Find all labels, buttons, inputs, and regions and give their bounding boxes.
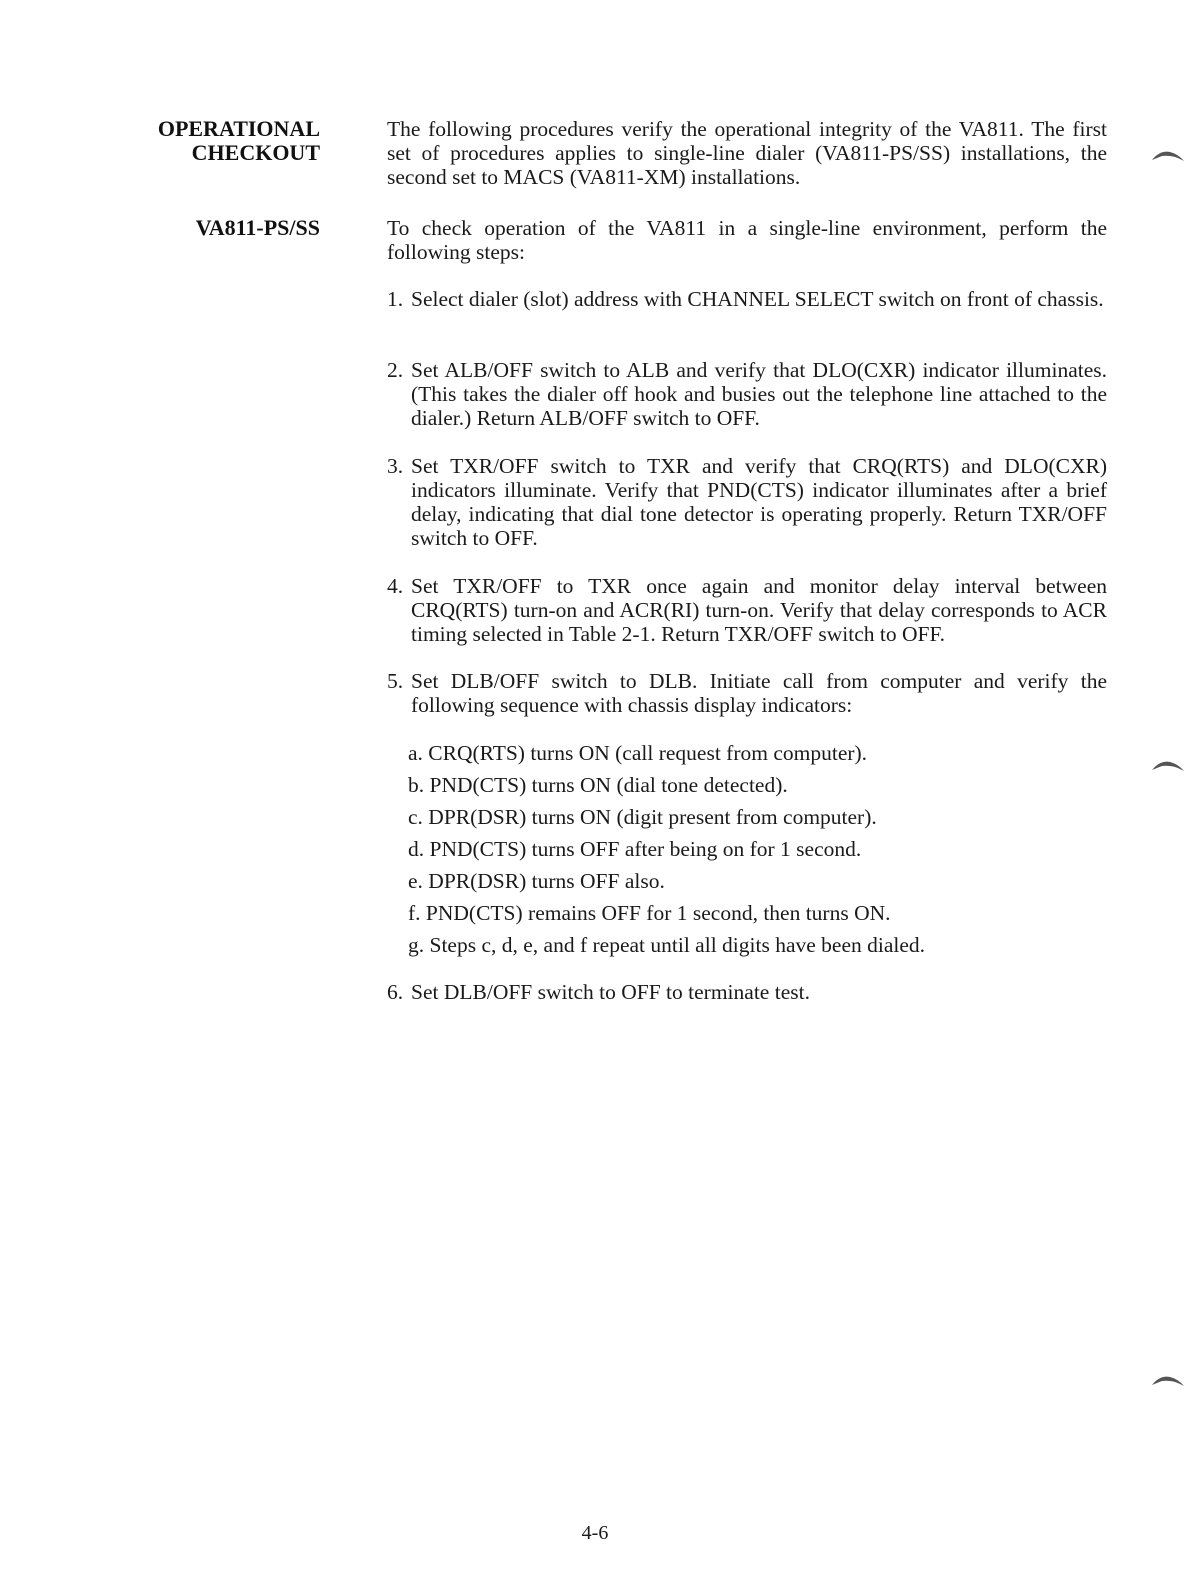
page-number: 4-6 bbox=[581, 1522, 609, 1544]
substep-e: e. DPR(DSR) turns OFF also. bbox=[408, 869, 665, 893]
substep-g: g. Steps c, d, e, and f repeat until all digits have been dialed. bbox=[408, 933, 926, 957]
list-item bbox=[387, 980, 1107, 1004]
step-5 bbox=[387, 669, 1107, 717]
substep-b: b. PND(CTS) turns ON (dial tone detected). bbox=[408, 773, 788, 797]
heading-line-1: OPERATIONAL bbox=[157, 116, 320, 141]
step-number: 5. bbox=[387, 669, 404, 693]
substep-c: c. DPR(DSR) turns ON (digit present from computer). bbox=[408, 805, 877, 829]
step-text: Set TXR/OFF switch to TXR and verify that CRQ(RTS) and DLO(CXR) indicators illuminate. Verify that PND(CTS) indicator illuminates after a brief delay, indicating that dial tone detector is operating properly. Return TXR/OFF switch to OFF. bbox=[411, 454, 1107, 550]
list-item bbox=[387, 358, 1107, 430]
section-heading-va811-ps-ss: VA811-PS/SS bbox=[195, 215, 320, 240]
binder-tab-mark-icon bbox=[1150, 760, 1186, 772]
heading-line-2: CHECKOUT bbox=[191, 140, 320, 165]
step-5-substeps bbox=[408, 741, 1108, 965]
intro-text: The following procedures verify the operational integrity of the VA811. The first set of procedures applies to single-line dialer (VA811-PS/SS) installations, the second set to MACS (VA811-XM) installations. bbox=[387, 117, 1107, 189]
step-number: 6. bbox=[387, 980, 404, 1004]
step-6 bbox=[387, 980, 1107, 1004]
binder-tab-mark-icon bbox=[1150, 1375, 1186, 1387]
step-number: 1. bbox=[387, 287, 404, 311]
intro-paragraph bbox=[387, 117, 1107, 189]
list-item bbox=[387, 287, 1107, 311]
substep-a: a. CRQ(RTS) turns ON (call request from computer). bbox=[408, 741, 868, 765]
ps-intro-paragraph bbox=[387, 216, 1107, 264]
step-text: Set DLB/OFF switch to DLB. Initiate call from computer and verify the following sequence with chassis display indicators: bbox=[411, 669, 1107, 717]
step-1 bbox=[387, 287, 1107, 311]
step-4 bbox=[387, 574, 1107, 646]
step-number: 2. bbox=[387, 358, 404, 382]
list-item bbox=[387, 454, 1107, 550]
step-3 bbox=[387, 454, 1107, 550]
section-heading-operational-checkout bbox=[158, 117, 320, 165]
step-text: Select dialer (slot) address with CHANNEL SELECT switch on front of chassis. bbox=[411, 287, 1104, 311]
step-text: Set ALB/OFF switch to ALB and verify that DLO(CXR) indicator illuminates. (This takes the dialer off hook and busies out the telephone line attached to the dialer.) Return ALB/OFF switch to OFF. bbox=[411, 358, 1107, 430]
ps-intro-text: To check operation of the VA811 in a single-line environment, perform the following steps: bbox=[387, 216, 1107, 264]
substep-d: d. PND(CTS) turns OFF after being on for 1 second. bbox=[408, 837, 862, 861]
step-number: 3. bbox=[387, 454, 404, 478]
step-text: Set DLB/OFF switch to OFF to terminate test. bbox=[411, 980, 810, 1004]
step-number: 4. bbox=[387, 574, 404, 598]
list-item bbox=[387, 669, 1107, 717]
step-2 bbox=[387, 358, 1107, 430]
binder-tab-mark-icon bbox=[1150, 150, 1186, 162]
step-text: Set TXR/OFF to TXR once again and monitor delay interval between CRQ(RTS) turn-on and ACR(RI) turn-on. Verify that delay corresponds to ACR timing selected in Table 2-1. Return TXR/OFF switch to OFF. bbox=[411, 574, 1107, 646]
substep-f: f. PND(CTS) remains OFF for 1 second, then turns ON. bbox=[408, 901, 891, 925]
list-item bbox=[387, 574, 1107, 646]
